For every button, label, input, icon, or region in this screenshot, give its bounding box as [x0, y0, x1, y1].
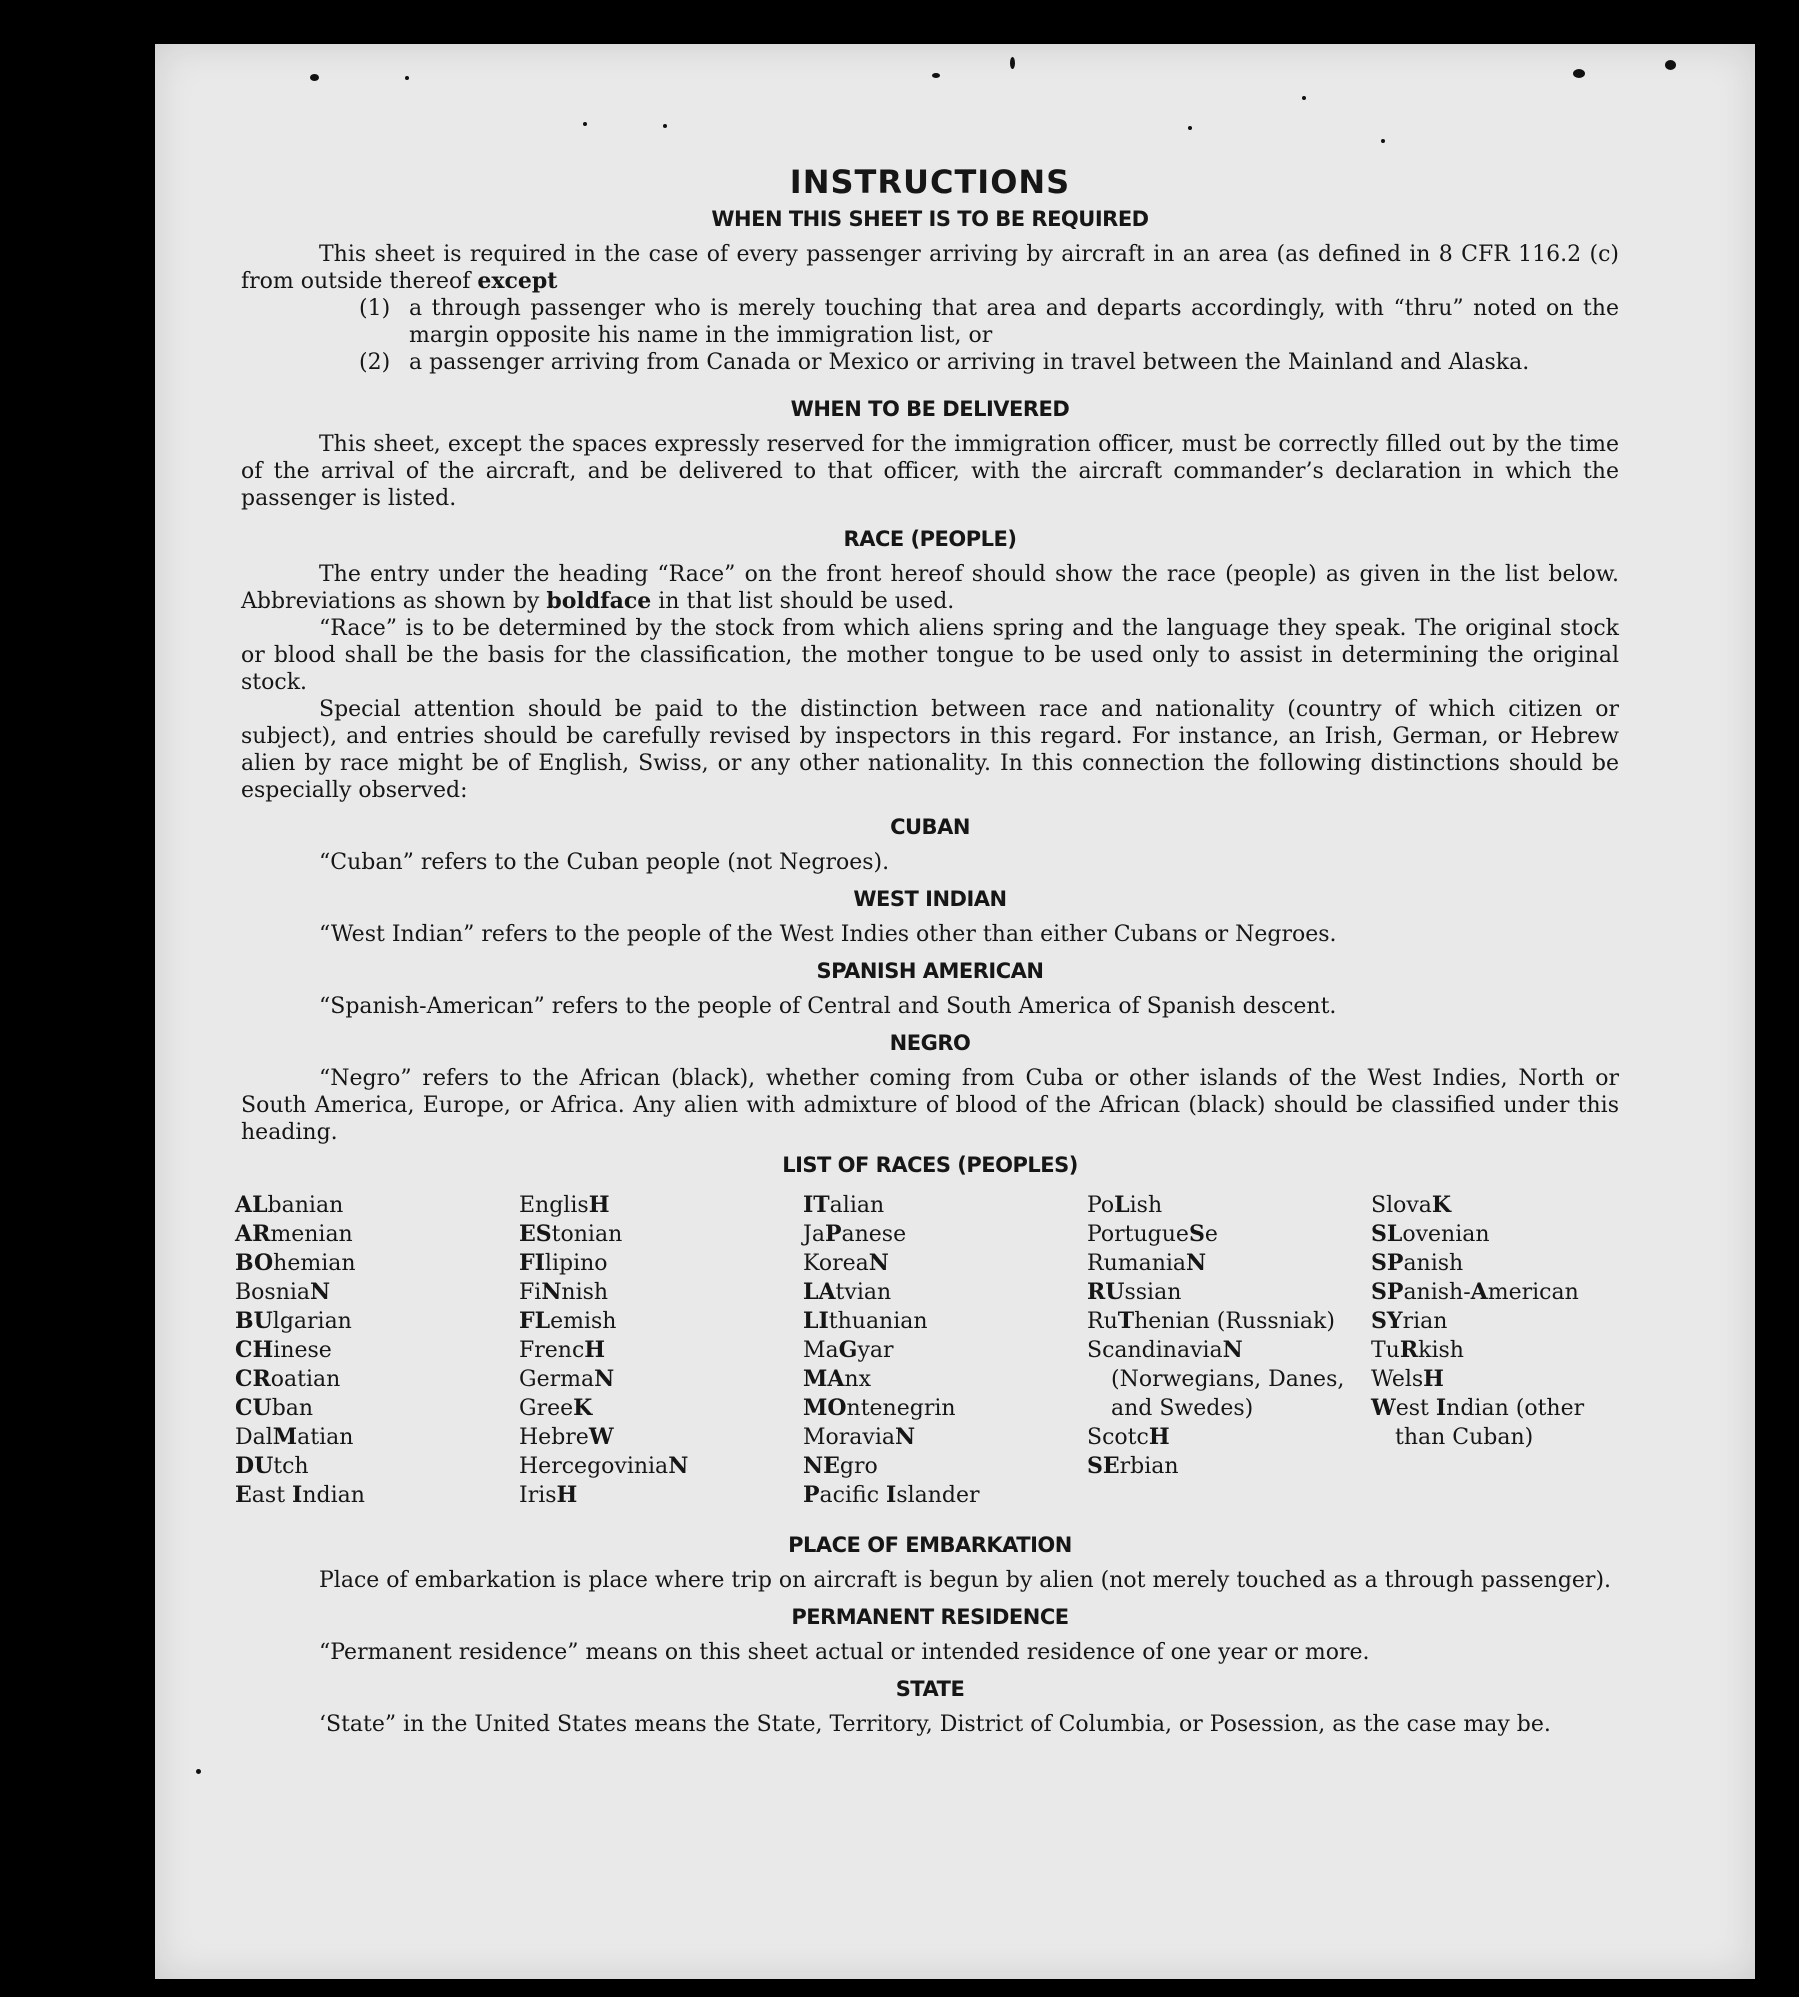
race-entry — [1087, 1249, 1371, 1278]
race-name-part: a — [811, 1222, 825, 1247]
race-abbreviation: ES — [519, 1221, 552, 1247]
race-entry — [519, 1423, 803, 1452]
race-name-part: anish — [1403, 1251, 1464, 1276]
race-entry — [803, 1365, 1087, 1394]
race-abbreviation: FL — [519, 1308, 551, 1334]
race-name-part: ndian — [302, 1483, 365, 1508]
scan-speck — [1010, 57, 1015, 69]
race-abbreviation: M — [272, 1424, 298, 1450]
race-abbreviation: R — [1399, 1337, 1419, 1363]
race-name-part: lipino — [544, 1251, 608, 1276]
race-abbreviation: S — [1188, 1221, 1205, 1247]
race-entry — [519, 1452, 803, 1481]
section-heading-state: STATE — [895, 1677, 965, 1701]
race-entry — [1371, 1394, 1631, 1452]
race-entry — [519, 1278, 803, 1307]
race-abbreviation: SP — [1371, 1250, 1404, 1276]
race-name-part: ovenian — [1402, 1222, 1490, 1247]
race-name-part: ish — [1129, 1193, 1163, 1218]
section-heading-west-indian: WEST INDIAN — [853, 887, 1007, 911]
race-abbreviation: IT — [803, 1192, 830, 1218]
race-name-part: kish — [1418, 1338, 1464, 1363]
scan-speck — [196, 1769, 201, 1774]
race-name-part: anish- — [1403, 1280, 1471, 1305]
race-abbreviation: N — [594, 1366, 615, 1392]
race-abbreviation: N — [1222, 1337, 1243, 1363]
section-heading-list-of-races: LIST OF RACES (PEOPLES) — [782, 1153, 1078, 1177]
race-abbreviation: CR — [235, 1366, 271, 1392]
race-entry — [1371, 1220, 1655, 1249]
race-entry — [1371, 1278, 1655, 1307]
race-abbreviation: MO — [803, 1395, 847, 1421]
race-abbreviation: I — [1435, 1395, 1447, 1421]
exception-number: (2) — [359, 350, 391, 375]
race-paragraph-3: Special attention should be paid to the distinction between race and nationality (country of which citizen or subject), and entries should be carefully revised by inspectors in this regard. For instance, an Irish, German, or Hebrew alien by race might be of English, Swiss, or any other nationality. In this connection the following distinctions should be especially observed: — [241, 697, 1619, 803]
race-name-part: Fi — [519, 1280, 542, 1305]
instructions-body — [235, 163, 1619, 1738]
race-abbreviation: I — [292, 1482, 303, 1508]
when-required-except: except — [477, 268, 558, 294]
race-abbreviation: SY — [1371, 1308, 1403, 1334]
race-entry — [519, 1249, 803, 1278]
race-abbreviation: H — [1148, 1424, 1170, 1450]
race-name-part: Frenc — [519, 1338, 585, 1363]
race-name-part: Rumania — [1087, 1251, 1187, 1276]
race-entry — [1371, 1336, 1655, 1365]
race-abbreviation: CH — [235, 1337, 274, 1363]
race-p1-start: The entry under the heading “Race” on the front hereof should show the race (people) as given in the list below. Abbreviations as shown by — [241, 562, 1619, 614]
scan-speck — [1381, 139, 1385, 143]
race-name-part: ban — [271, 1396, 314, 1421]
race-entry — [519, 1220, 803, 1249]
race-abbreviation: G — [838, 1337, 858, 1363]
race-entry — [1087, 1191, 1371, 1220]
when-delivered-text: This sheet, except the spaces expressly reserved for the immigration officer, must be correctly filled out by the time of the arrival of the aircraft, and be delivered to that officer, with the aircraft commander’s declaration in which the passenger is listed. — [241, 432, 1619, 511]
exception-list — [359, 295, 1619, 376]
exception-number: (1) — [359, 296, 391, 321]
scan-speck — [932, 73, 940, 78]
section-heading-when-delivered: WHEN TO BE DELIVERED — [790, 397, 1070, 421]
race-entry — [235, 1191, 519, 1220]
race-abbreviation: E — [235, 1482, 252, 1508]
scan-speck — [1573, 69, 1585, 78]
race-entry — [1087, 1336, 1347, 1423]
race-abbreviation: P — [824, 1221, 842, 1247]
page-title: INSTRUCTIONS — [789, 163, 1071, 201]
race-abbreviation: FI — [519, 1250, 545, 1276]
race-abbreviation: K — [1431, 1192, 1452, 1218]
race-entry — [235, 1452, 519, 1481]
race-entry — [235, 1307, 519, 1336]
race-entry — [1087, 1307, 1347, 1336]
races-column — [235, 1191, 519, 1510]
race-entry — [1371, 1365, 1655, 1394]
race-name-part: Korea — [803, 1251, 869, 1276]
race-name-part: nish — [561, 1280, 609, 1305]
race-name-part: acific — [819, 1483, 887, 1508]
cuban-text: “Cuban” refers to the Cuban people (not Negroes). — [319, 850, 890, 875]
race-entry — [803, 1336, 1087, 1365]
race-abbreviation: MA — [803, 1366, 845, 1392]
race-entry — [1087, 1423, 1371, 1452]
race-entry — [235, 1249, 519, 1278]
race-name-part: Po — [1087, 1193, 1115, 1218]
race-abbreviation: RU — [1087, 1279, 1125, 1305]
race-name-part: ndian (other than Cuban) — [1395, 1396, 1585, 1450]
race-entry — [803, 1394, 1087, 1423]
race-entry — [519, 1336, 803, 1365]
race-entry — [1087, 1220, 1371, 1249]
race-name-part: thuanian — [828, 1309, 928, 1334]
race-abbreviation: N — [868, 1250, 889, 1276]
race-entry — [235, 1365, 519, 1394]
race-entry — [803, 1249, 1087, 1278]
race-abbreviation: N — [541, 1279, 562, 1305]
west-indian-text: “West Indian” refers to the people of the West Indies other than either Cubans or Negroes. — [319, 922, 1337, 947]
section-heading-permanent-residence: PERMANENT RESIDENCE — [791, 1605, 1069, 1629]
race-entry — [519, 1481, 803, 1510]
race-name-part: Iris — [519, 1483, 557, 1508]
scan-speck — [405, 76, 409, 80]
race-name-part: yar — [857, 1338, 894, 1363]
exception-item — [359, 349, 1619, 376]
race-name-part: lgarian — [272, 1309, 352, 1334]
race-entry — [803, 1191, 1087, 1220]
race-name-part: merican — [1487, 1280, 1579, 1305]
race-abbreviation: I — [886, 1482, 897, 1508]
race-abbreviation: NE — [803, 1453, 840, 1479]
section-heading-negro: NEGRO — [889, 1031, 971, 1055]
race-name-part: Ma — [803, 1338, 839, 1363]
race-entry — [235, 1394, 519, 1423]
race-abbreviation: P — [803, 1482, 820, 1508]
race-abbreviation: AL — [235, 1192, 268, 1218]
races-column — [519, 1191, 803, 1510]
race-entry — [1371, 1249, 1655, 1278]
race-entry — [1087, 1278, 1371, 1307]
race-name-part: ast — [251, 1483, 293, 1508]
race-abbreviation: H — [1423, 1366, 1444, 1392]
race-abbreviation: LI — [803, 1308, 829, 1334]
race-name-part: slander — [896, 1483, 980, 1508]
scan-speck — [1665, 60, 1676, 70]
race-abbreviation: LA — [803, 1279, 836, 1305]
race-abbreviation: SP — [1371, 1279, 1404, 1305]
race-abbreviation: T — [1117, 1308, 1135, 1334]
scan-speck — [1302, 96, 1306, 100]
race-name-part: gro — [839, 1454, 878, 1479]
section-heading-race: RACE (PEOPLE) — [843, 527, 1017, 551]
race-abbreviation: SE — [1087, 1453, 1120, 1479]
scan-speck — [663, 124, 667, 128]
race-name-part: Portugue — [1087, 1222, 1189, 1247]
section-heading-cuban: CUBAN — [890, 815, 970, 839]
race-name-part: Bosnia — [235, 1280, 311, 1305]
race-entry — [235, 1220, 519, 1249]
race-entry — [1371, 1307, 1655, 1336]
race-entry — [519, 1394, 803, 1423]
race-name-part: Scandinavia — [1087, 1338, 1223, 1363]
race-abbreviation: N — [895, 1424, 916, 1450]
race-name-part: henian (Russniak) — [1134, 1309, 1335, 1334]
race-name-part: Hercegovinia — [519, 1454, 669, 1479]
race-abbreviation: H — [588, 1192, 610, 1218]
race-abbreviation: N — [668, 1453, 689, 1479]
race-name-part: anese — [841, 1222, 907, 1247]
race-name-part: Dal — [235, 1425, 273, 1450]
race-entry — [235, 1481, 519, 1510]
race-entry — [1371, 1191, 1655, 1220]
races-column — [1087, 1191, 1371, 1510]
race-name-part: Scotc — [1087, 1425, 1149, 1450]
races-column — [803, 1191, 1087, 1510]
race-name-part: J — [803, 1222, 812, 1247]
race-abbreviation: N — [310, 1279, 331, 1305]
race-name-part: rbian — [1119, 1454, 1179, 1479]
race-entry — [803, 1307, 1087, 1336]
scan-speck — [583, 122, 587, 126]
race-p1-boldface: boldface — [546, 588, 652, 614]
race-name-part: hemian — [273, 1251, 356, 1276]
race-entry — [235, 1336, 519, 1365]
race-name-part: ssian — [1124, 1280, 1182, 1305]
race-abbreviation: CU — [235, 1395, 272, 1421]
permanent-residence-text: “Permanent residence” means on this sheet actual or intended residence of one year or more. — [319, 1640, 1370, 1665]
race-entry — [1087, 1452, 1371, 1481]
race-abbreviation: N — [1186, 1250, 1207, 1276]
race-abbreviation: H — [584, 1337, 606, 1363]
exception-text: a through passenger who is merely touching that area and departs accordingly, with “thru” noted on the margin opposite his name in the immigration list, or — [409, 296, 1619, 348]
race-abbreviation: W — [588, 1424, 614, 1450]
race-name-part: Gree — [519, 1396, 574, 1421]
race-abbreviation: DU — [235, 1453, 274, 1479]
race-entry — [803, 1220, 1087, 1249]
race-name-part: banian — [267, 1193, 344, 1218]
race-name-part: Wels — [1371, 1367, 1424, 1392]
race-abbreviation: H — [556, 1482, 578, 1508]
document-page — [155, 44, 1755, 1979]
race-entry — [235, 1278, 519, 1307]
race-name-part: est — [1395, 1396, 1436, 1421]
race-name-part: emish — [550, 1309, 617, 1334]
race-entry — [803, 1481, 1087, 1510]
race-name-part: alian — [829, 1193, 885, 1218]
race-entry — [519, 1365, 803, 1394]
section-heading-embarkation: PLACE OF EMBARKATION — [788, 1533, 1072, 1557]
race-name-part: tvian — [835, 1280, 892, 1305]
exception-item — [359, 295, 1619, 349]
race-name-part: menian — [270, 1222, 353, 1247]
race-name-part: atian — [297, 1425, 354, 1450]
race-abbreviation: K — [573, 1395, 593, 1421]
race-name-part: Slova — [1371, 1193, 1432, 1218]
race-name-part: ntenegrin — [846, 1396, 956, 1421]
race-abbreviation: W — [1371, 1395, 1396, 1421]
race-p1-end: in that list should be used. — [651, 589, 955, 614]
when-required-text — [241, 241, 1619, 295]
race-name-part: (Norwegians, Danes, and Swedes) — [1111, 1367, 1345, 1421]
when-required-intro: This sheet is required in the case of every passenger arriving by aircraft in an area (as defined in 8 CFR 116.2 (c) from outside thereof — [241, 242, 1619, 294]
race-name-part: Tu — [1371, 1338, 1400, 1363]
race-name-part: Englis — [519, 1193, 589, 1218]
race-entry — [519, 1191, 803, 1220]
section-heading-when-required: WHEN THIS SHEET IS TO BE REQUIRED — [711, 207, 1149, 231]
races-column — [1371, 1191, 1655, 1510]
embarkation-text: Place of embarkation is place where trip on aircraft is begun by alien (not merely touched as a through passenger). — [319, 1568, 1612, 1593]
race-name-part: Moravia — [803, 1425, 895, 1450]
race-name-part: Ru — [1087, 1309, 1118, 1334]
state-text: ‘State” in the United States means the State, Territory, District of Columbia, or Posession, as the case may be. — [319, 1712, 1551, 1737]
race-abbreviation: AR — [235, 1221, 271, 1247]
race-paragraph-1 — [241, 561, 1619, 615]
race-abbreviation: A — [1470, 1279, 1488, 1305]
race-name-part: nx — [844, 1367, 871, 1392]
race-entry — [803, 1423, 1087, 1452]
race-abbreviation: BU — [235, 1308, 273, 1334]
race-name-part: rian — [1402, 1309, 1448, 1334]
race-entry — [519, 1307, 803, 1336]
race-name-part: Hebre — [519, 1425, 589, 1450]
race-name-part: tch — [273, 1454, 309, 1479]
spanish-american-text: “Spanish-American” refers to the people of Central and South America of Spanish descent. — [319, 994, 1337, 1019]
race-name-part: e — [1204, 1222, 1218, 1247]
race-abbreviation: L — [1114, 1192, 1130, 1218]
section-heading-spanish-american: SPANISH AMERICAN — [816, 959, 1044, 983]
race-name-part: inese — [273, 1338, 332, 1363]
race-name-part: tonian — [551, 1222, 623, 1247]
race-name-part: Germa — [519, 1367, 595, 1392]
races-table — [235, 1191, 1619, 1510]
race-paragraph-2: “Race” is to be determined by the stock from which aliens spring and the language they speak. The original stock or blood shall be the basis for the classification, the mother tongue to be used only to assist in determining the original stock. — [241, 616, 1619, 695]
scan-speck — [310, 74, 319, 81]
race-entry — [235, 1423, 519, 1452]
race-entry — [803, 1278, 1087, 1307]
race-name-part: oatian — [270, 1367, 341, 1392]
race-abbreviation: SL — [1371, 1221, 1403, 1247]
scan-speck — [1188, 126, 1192, 130]
exception-text: a passenger arriving from Canada or Mexico or arriving in travel between the Mainland and Alaska. — [409, 350, 1530, 375]
negro-text: “Negro” refers to the African (black), whether coming from Cuba or other islands of the West Indies, North or South America, Europe, or Africa. Any alien with admixture of blood of the African (black) should be classified under this heading. — [241, 1066, 1619, 1145]
race-abbreviation: BO — [235, 1250, 274, 1276]
race-entry — [803, 1452, 1087, 1481]
